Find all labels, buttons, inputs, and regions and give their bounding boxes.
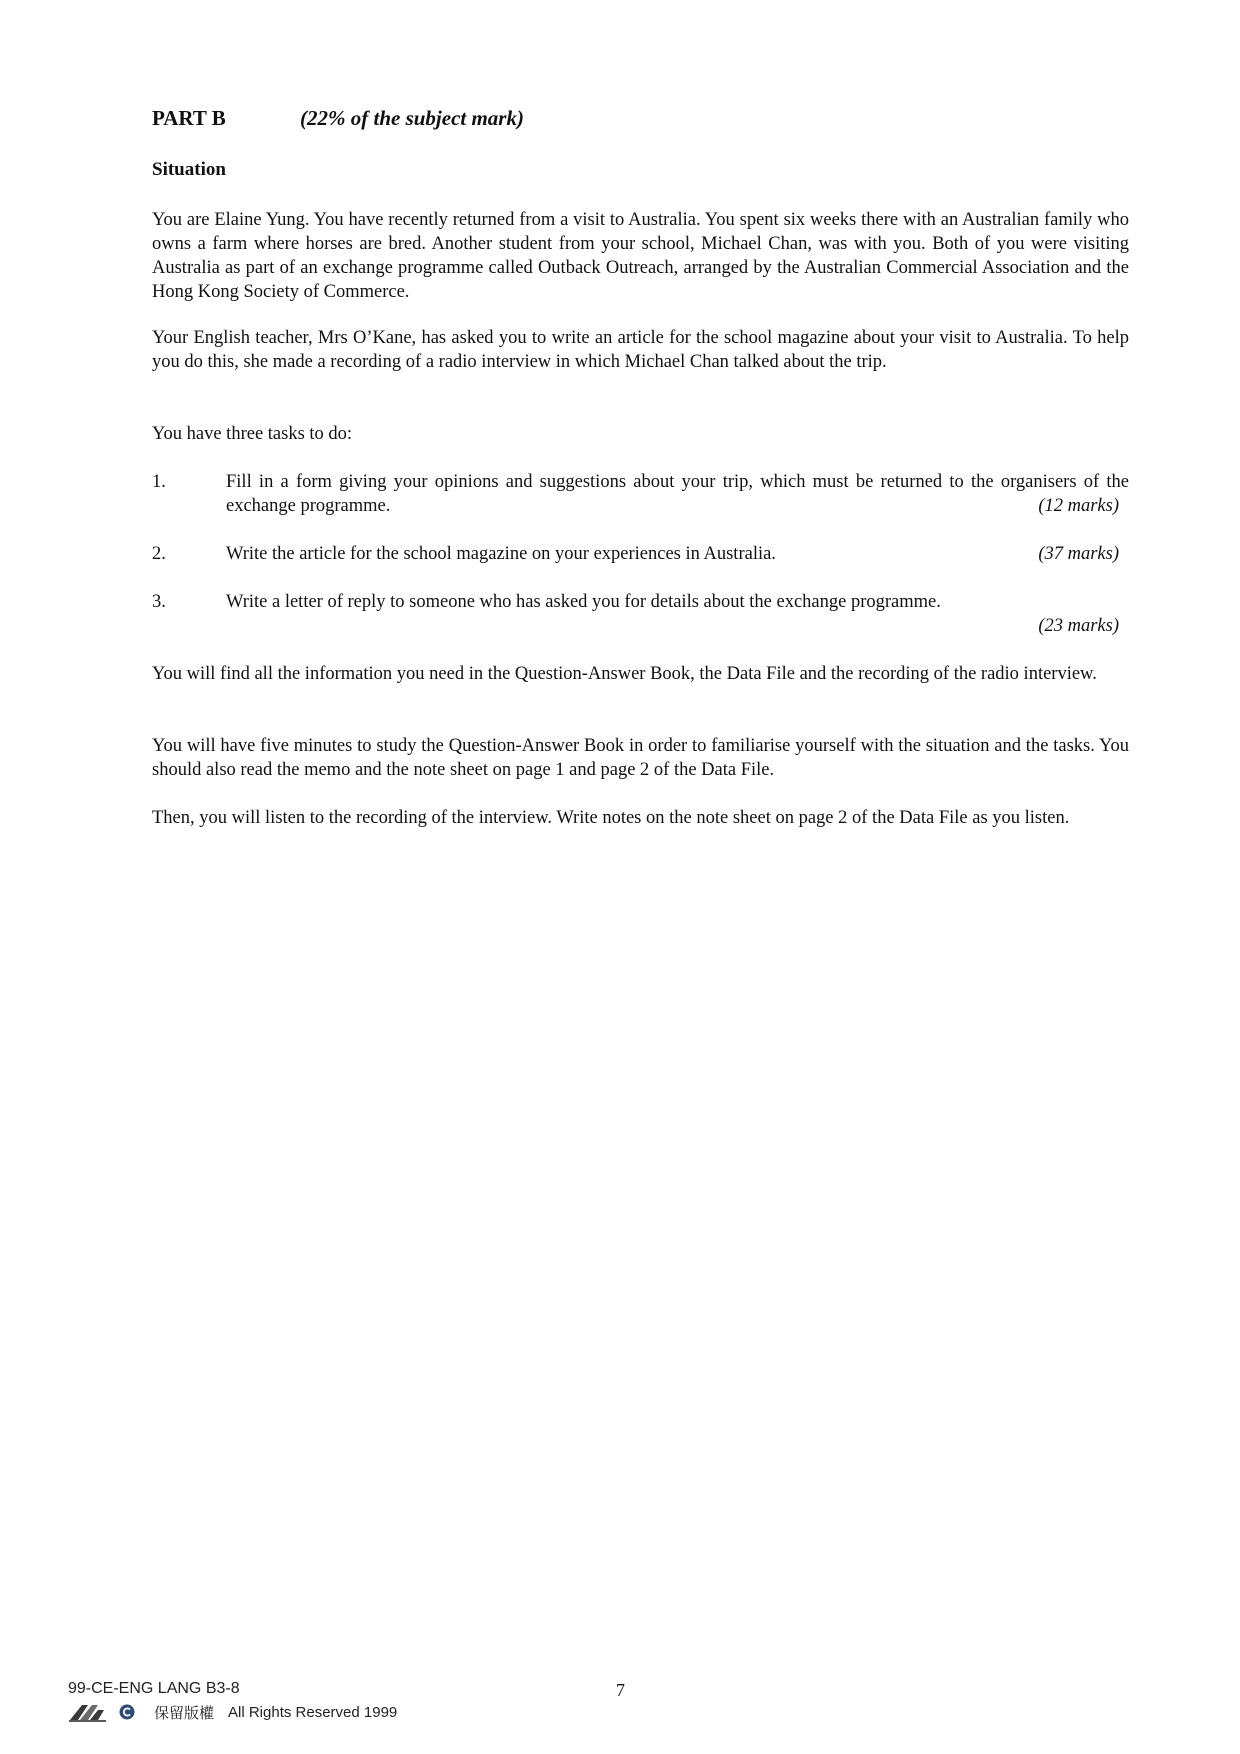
rights-english: All Rights Reserved 1999	[228, 1703, 398, 1721]
part-label: PART B	[152, 106, 226, 130]
study-paragraph: You will have five minutes to study the Question-Answer Book in order to familiarise yourself with the situation and the tasks. You should also read the memo and the note sheet on page 1 and page 2 of the Data File.	[152, 736, 1129, 780]
listen-paragraph: Then, you will listen to the recording of the interview. Write notes on the note sheet on page 2 of the Data File as you listen.	[152, 808, 1070, 828]
teacher-paragraph: Your English teacher, Mrs O’Kane, has asked you to write an article for the school magazine about your visit to Australia. To help you do this, she made a recording of a radio interview in which Michael Chan talked about the trip.	[152, 328, 1129, 372]
intro-paragraph: You are Elaine Yung. You have recently returned from a visit to Australia. You spent six weeks there with an Australian family who owns a farm where horses are bred. Another student from your school, Michael Chan, was with you. Both of you were visiting Australia as part of an exchange programme called Outback Outreach, arranged by the Australian Commercial Association and the Hong Kong Society of Commerce.	[152, 210, 1129, 302]
part-weight: (22% of the subject mark)	[300, 106, 524, 130]
rights-chinese: 保留版權	[154, 1704, 215, 1722]
task-item-3	[152, 590, 1129, 638]
task-number: 3.	[152, 592, 166, 612]
part-heading	[152, 106, 524, 131]
task-marks: (23 marks)	[1038, 616, 1119, 636]
info-paragraph: You will find all the information you need in the Question-Answer Book, the Data File and the recording of the radio interview.	[152, 664, 1097, 684]
task-text: Write a letter of reply to someone who has asked you for details about the exchange programme.	[226, 592, 941, 612]
exam-code: 99-CE-ENG LANG B3-8	[68, 1680, 240, 1697]
task-text: Fill in a form giving your opinions and suggestions about your trip, which must be returned to the organisers of the exchange programme.	[226, 472, 1129, 516]
task-marks: (37 marks)	[1038, 544, 1119, 564]
copyright-icon	[118, 1703, 136, 1721]
page-number: 7	[616, 1680, 625, 1700]
task-number: 2.	[152, 544, 166, 564]
copyright-line	[68, 1700, 397, 1724]
situation-heading: Situation	[152, 159, 226, 180]
task-number: 1.	[152, 472, 166, 492]
task-item-2	[152, 542, 1129, 566]
task-marks: (12 marks)	[1038, 496, 1119, 516]
tasks-intro: You have three tasks to do:	[152, 424, 353, 444]
task-item-1	[152, 470, 1129, 518]
task-text: Write the article for the school magazine on your experiences in Australia.	[226, 544, 776, 564]
